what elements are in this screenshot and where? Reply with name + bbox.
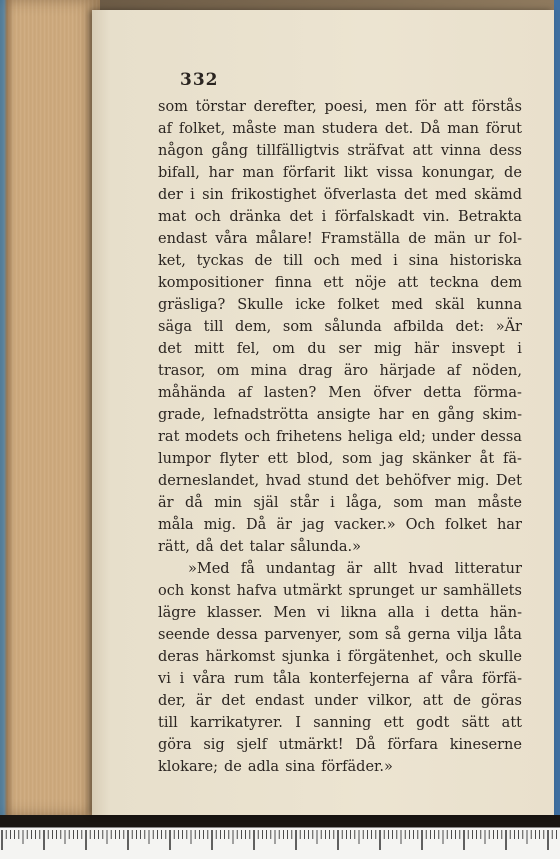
text-line: göra sig sjelf utmärkt! Då förfara kineserne xyxy=(158,737,522,753)
text-line: derneslandet, hvad stund det behöfver mig. Det xyxy=(158,473,522,489)
text-line: vi i våra rum tåla konterfejerna af våra förfä- xyxy=(158,671,522,687)
ruler-ticks xyxy=(0,828,560,859)
page-number: 332 xyxy=(180,70,219,90)
book-cover-edge xyxy=(554,0,560,815)
text-line: »Med få undantag är allt hvad litteratur xyxy=(188,561,522,577)
text-line: någon gång tillfälligtvis sträfvat att vinna dess xyxy=(158,143,522,159)
text-line: af folket, måste man studera det. Då man förut xyxy=(158,121,522,137)
text-line: gräsliga? Skulle icke folket med skäl kunna xyxy=(158,297,522,313)
text-line: der, är det endast under vilkor, att de göras xyxy=(158,693,522,709)
book-page-edges xyxy=(0,0,100,815)
text-line: trasor, om mina drag äro härjade af nöden, xyxy=(158,363,522,379)
body-text xyxy=(158,96,522,778)
text-line: lägre klasser. Men vi likna alla i detta hän- xyxy=(158,605,522,621)
text-line: bifall, har man förfarit likt vissa konungar, de xyxy=(158,165,522,181)
text-line: rat modets och frihetens heliga eld; under dessa xyxy=(158,429,522,445)
text-line: rätt, då det talar sålunda.» xyxy=(158,539,361,555)
text-line: kompositioner finna ett nöje att teckna dem xyxy=(158,275,522,291)
text-line: ket, tyckas de till och med i sina historiska xyxy=(158,253,522,269)
text-line: klokare; de adla sina förfäder.» xyxy=(158,759,393,775)
measurement-ruler xyxy=(0,827,560,859)
text-line: grade, lefnadströtta ansigte har en gång skim- xyxy=(158,407,522,423)
text-line: är då min själ står i låga, som man måste xyxy=(158,495,522,511)
text-line: deras härkomst sjunka i förgätenhet, och skulle xyxy=(158,649,522,665)
text-line: mat och dränka det i förfalskadt vin. Betrakta xyxy=(158,209,522,225)
text-line: måhända af lasten? Men öfver detta förma- xyxy=(158,385,522,401)
text-line: seende dessa parvenyer, som så gerna vilja låta xyxy=(158,627,522,643)
text-line: säga till dem, som sålunda afbilda det: »Är xyxy=(158,319,522,335)
text-line: som törstar derefter, poesi, men för att förstås xyxy=(158,99,522,115)
text-line: måla mig. Då är jag vacker.» Och folket har xyxy=(158,517,522,533)
text-line: lumpor flyter ett blod, som jag skänker åt fä- xyxy=(158,451,522,467)
text-line: endast våra målare! Framställa de män ur fol- xyxy=(158,231,522,247)
book-top-edge xyxy=(92,0,560,10)
text-line: det mitt fel, om du ser mig här insvept i xyxy=(158,341,522,357)
text-line: der i sin frikostighet öfverlasta det med skämd xyxy=(158,187,522,203)
text-line: till karrikatyrer. I sanning ett godt sätt att xyxy=(158,715,522,731)
text-line: och konst hafva utmärkt sprunget ur samhällets xyxy=(158,583,522,599)
